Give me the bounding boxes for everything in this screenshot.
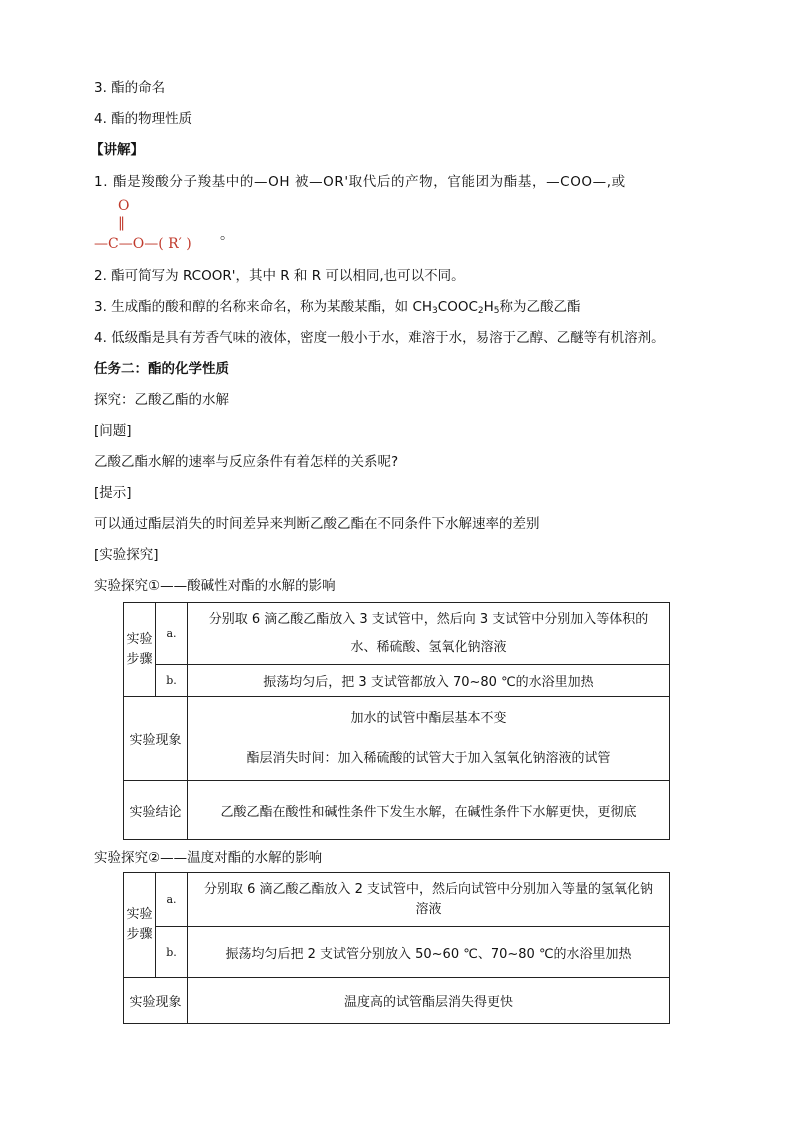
structure-double-bond: ‖ bbox=[118, 215, 125, 231]
explain-heading: 【讲解】 bbox=[90, 142, 144, 158]
table-row bbox=[124, 927, 670, 978]
explore-title: 探究：乙酸乙酯的水解 bbox=[94, 392, 229, 408]
explain-paragraph-1 bbox=[94, 173, 626, 191]
experiment-1-table bbox=[123, 602, 670, 840]
table-row bbox=[124, 978, 670, 1024]
step-a-line2: 溶液 bbox=[415, 901, 442, 917]
steps-label bbox=[124, 873, 156, 978]
table-row bbox=[124, 873, 670, 927]
step-a-cell bbox=[188, 603, 670, 665]
structure-oxygen: O bbox=[118, 198, 130, 214]
explain-paragraph-3 bbox=[94, 298, 581, 320]
step-a-key: a. bbox=[156, 603, 188, 665]
step-b-cell: 振荡均匀后把 2 支试管分别放入 50~60 ℃、70~80 ℃的水浴里加热 bbox=[188, 927, 670, 978]
conclusion-label: 实验结论 bbox=[124, 781, 188, 840]
task-two-title: 任务二：酯的化学性质 bbox=[94, 361, 229, 377]
experiment-2-title: 实验探究②——温度对酯的水解的影响 bbox=[94, 850, 323, 866]
phenomenon-cell bbox=[188, 697, 670, 781]
item-physical-properties: 4. 酯的物理性质 bbox=[94, 111, 193, 127]
step-a-cell bbox=[188, 873, 670, 927]
p3-mid: H bbox=[483, 299, 494, 315]
hint-label: [提示] bbox=[94, 485, 132, 501]
explain-paragraph-4: 4. 低级酯是具有芳香气味的液体，密度一般小于水，难溶于水，易溶于乙醇、乙醚等有机溶剂。 bbox=[94, 330, 665, 346]
p3-prefix: 3. 生成酯的酸和醇的名称来命名，称为某酸某酯，如 CH bbox=[94, 299, 433, 315]
phenomenon-line1: 加水的试管中酯层基本不变 bbox=[350, 710, 507, 726]
table-row bbox=[124, 603, 670, 665]
phenomenon-cell: 温度高的试管酯层消失得更快 bbox=[188, 978, 670, 1024]
experiment-1-title: 实验探究①——酸碱性对酯的水解的影响 bbox=[94, 578, 336, 594]
ester-group-structure bbox=[94, 198, 234, 260]
step-a-line2: 水、稀硫酸、氢氧化钠溶液 bbox=[350, 639, 507, 655]
step-b-key: b. bbox=[156, 927, 188, 978]
question-label: [问题] bbox=[94, 423, 132, 439]
explain-paragraph-2: 2. 酯可简写为 RCOOR'，其中 R 和 R 可以相同,也可以不同。 bbox=[94, 268, 465, 284]
experiment-2-table bbox=[123, 872, 670, 1024]
hint-text: 可以通过酯层消失的时间差异来判断乙酸乙酯在不同条件下水解速率的差别 bbox=[94, 516, 540, 532]
experiment-label: [实验探究] bbox=[94, 547, 159, 563]
question-text: 乙酸乙酯水解的速率与反应条件有着怎样的关系呢? bbox=[94, 454, 399, 470]
structure-period: 。 bbox=[220, 227, 234, 243]
structure-chain: —C—O—( R′ ) bbox=[94, 236, 192, 252]
phenomenon-line2: 酯层消失时间：加入稀硫酸的试管大于加入氢氧化钠溶液的试管 bbox=[246, 750, 611, 766]
p3-sub: 3 bbox=[432, 306, 438, 316]
p3-suffix: 称为乙酸乙酯 bbox=[499, 299, 581, 315]
p3-mid: COOC bbox=[437, 299, 478, 315]
step-b-key: b. bbox=[156, 665, 188, 697]
item-naming: 3. 酯的命名 bbox=[94, 80, 166, 96]
paragraph-text: 酯是羧酸分子羧基中的—OH 被—OR'取代后的产物，官能团为酯基，—COO—,或 bbox=[113, 174, 626, 190]
table-row bbox=[124, 665, 670, 697]
step-a-line1: 分别取 6 滴乙酸乙酯放入 2 支试管中，然后向试管中分别加入等量的氢氧化钠 bbox=[203, 881, 654, 897]
paragraph-number: 1. bbox=[94, 174, 109, 190]
table-row bbox=[124, 781, 670, 840]
step-a-key: a. bbox=[156, 873, 188, 927]
steps-label-text: 实验步骤 bbox=[126, 907, 153, 942]
steps-label bbox=[124, 603, 156, 697]
p3-sub: 5 bbox=[493, 306, 500, 316]
phenomenon-label: 实验现象 bbox=[124, 978, 188, 1024]
table-row bbox=[124, 697, 670, 781]
step-a-line1: 分别取 6 滴乙酸乙酯放入 3 支试管中，然后向 3 支试管中分别加入等体积的 bbox=[208, 611, 649, 627]
step-b-cell: 振荡均匀后，把 3 支试管都放入 70~80 ℃的水浴里加热 bbox=[188, 665, 670, 697]
p3-sub: 2 bbox=[477, 306, 484, 316]
steps-label-text: 实验步骤 bbox=[126, 631, 153, 667]
phenomenon-label: 实验现象 bbox=[124, 697, 188, 781]
conclusion-cell: 乙酸乙酯在酸性和碱性条件下发生水解，在碱性条件下水解更快，更彻底 bbox=[188, 781, 670, 840]
